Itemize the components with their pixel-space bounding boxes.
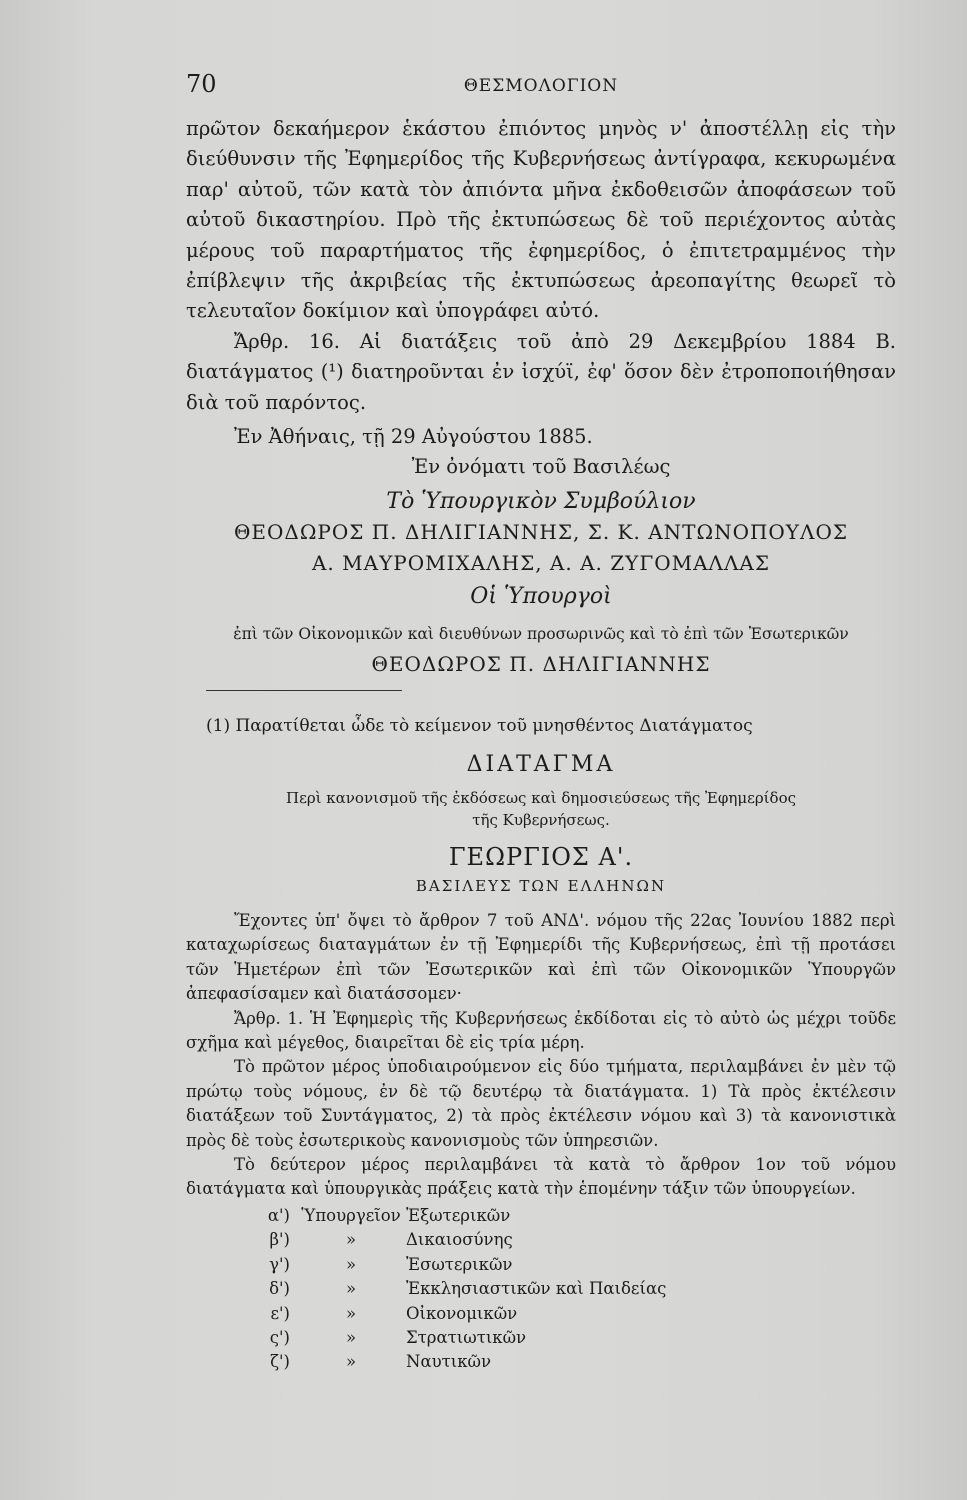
- decree-title: ΔΙΑΤΑΓΜΑ: [466, 752, 616, 777]
- paragraph: πρῶτον δεκαήμερον ἑκάστου ἐπιόντος μηνὸς ν' ἀποστέλλῃ εἰς τὴν διεύθυνσιν τῆς Ἐφημερίδος τῆς Κυβερνήσεως ἀντίγραφα, κεκυρωμένα παρ' αὐτοῦ, τῶν κατὰ τὸν ἀπιόντα μῆνα ἐκδοθεισῶν ἀποφάσεων τοῦ αὐτοῦ δικαστηρίου. Πρὸ τῆς ἐκτυπώσεως δὲ τοῦ περιέχοντος αὐτὰς μέρους τοῦ παραρτήματος τῆς ἐφημερίδος, ὁ ἐπιτετραμμένος τὴν ἐπίβλεψιν τῆς ἀκριβείας τῆς ἐκτυπώσεως ἀρεοπαγίτης θεωρεῖ τὸ τελευταῖον δοκίμιον καὶ ὑπογράφει αὐτό.: [186, 117, 896, 323]
- decree-subject: [186, 787, 896, 831]
- list-item-ditto: »: [345, 1303, 357, 1323]
- list-item-label: Ὑπουργεῖον: [301, 1205, 401, 1225]
- footnote: [186, 712, 896, 1375]
- list-item-number: δ'): [269, 1279, 290, 1299]
- list-item-name: Ναυτικῶν: [406, 1352, 492, 1372]
- king-name-line: Ἐν ὀνόματι τοῦ Βασιλέως: [411, 455, 671, 479]
- list-item-number: β'): [269, 1230, 290, 1250]
- list-item-number: ς'): [269, 1327, 290, 1347]
- main-text: [186, 114, 896, 679]
- list-item: [186, 1204, 896, 1228]
- list-item: [186, 1228, 896, 1252]
- list-item-name: Στρατιωτικῶν: [406, 1327, 527, 1347]
- decree-preamble: Ἔχοντες ὑπ' ὄψει τὸ ἄρθρον 7 τοῦ ΑΝΔ'. νόμου τῆς 22ας Ἰουνίου 1882 περὶ καταχωρίσεως διαταγμάτων ἐν τῇ Ἐφημερίδι τῆς Κυβερνήσεως, ἐπὶ τῇ προτάσει τῶν Ἡμετέρων ἐπὶ τῶν Ἐσωτερικῶν καὶ ἐπὶ τῶν Οἰκονομικῶν Ὑπουργῶν ἀπεφασίσαμεν καὶ διατάσσομεν·: [186, 911, 896, 1004]
- list-item-number: α'): [267, 1205, 290, 1225]
- page-number: 70: [186, 70, 217, 98]
- ministries-list: [186, 1204, 896, 1375]
- decree-paragraph: Τὸ πρῶτον μέρος ὑποδιαιρούμενον εἰς δύο τμήματα, περιλαμβάνει ἐν μὲν τῷ πρώτῳ τοὺς νόμους, ἐν δὲ τῷ δευτέρῳ τὰ διατάγματα. 1) Τὰ πρὸς ἐκτέλεσιν διατάξεων τοῦ Συντάγματος, 2) τὰ πρὸς ἐκτέλεσιν νόμου καὶ 3) τὰ κανονιστικὰ πρὸς δὲ τοὺς ἐσωτερικοὺς κανονισμοὺς τῶν ὑπηρεσιῶν.: [186, 1057, 896, 1150]
- footnote-intro: (1) Παρατίθεται ὧδε τὸ κείμενον τοῦ μνησθέντος Διατάγματος: [206, 716, 753, 736]
- acting-minister-line: ἐπὶ τῶν Οἰκονομικῶν καὶ διευθύνων προσωρινῶς καὶ τὸ ἐπὶ τῶν Ἐσωτερικῶν: [233, 624, 849, 643]
- page-header: [186, 70, 896, 104]
- article-16: Ἄρθρ. 16. Αἱ διατάξεις τοῦ ἀπὸ 29 Δεκεμβρίου 1884 Β. διατάγματος (¹) διατηροῦνται ἐν ἰσχύϊ, ἐφ' ὅσον δὲν ἐτροποποιήθησαν διὰ τοῦ παρόντος.: [186, 329, 896, 414]
- acting-minister-name: ΘΕΟΔΩΡΟΣ Π. ΔΗΛΙΓΙΑΝΝΗΣ: [371, 651, 711, 676]
- decree-paragraph: Τὸ δεύτερον μέρος περιλαμβάνει τὰ κατὰ τὸ ἄρθρον 1ον τοῦ νόμου διατάγματα καὶ ὑπουργικὰς πράξεις κατὰ τὴν ἑπομένην τάξιν τῶν ὑπουργείων.: [186, 1155, 896, 1199]
- date-line: Ἐν Ἀθήναις, τῇ 29 Αὐγούστου 1885.: [234, 425, 593, 449]
- list-item: [186, 1350, 896, 1374]
- list-item-name: Δικαιοσύνης: [406, 1230, 513, 1250]
- list-item-ditto: »: [345, 1327, 357, 1347]
- list-item-name: Ἐξωτερικῶν: [406, 1205, 511, 1225]
- decree-article-1: Ἄρθρ. 1. Ἡ Ἐφημερὶς τῆς Κυβερνήσεως ἐκδίδοται εἰς τὸ αὐτὸ ὡς μέχρι τοῦδε σχῆμα καὶ μέγεθος, διαιρεῖται δὲ εἰς τρία μέρη.: [186, 1008, 896, 1053]
- running-title: ΘΕΣΜΟΛΟΓΙΟΝ: [463, 76, 619, 96]
- decree-subject-line-2: τῆς Κυβερνήσεως.: [472, 811, 610, 829]
- list-item-name: Ἐσωτερικῶν: [406, 1254, 513, 1274]
- ministers-title: Οἱ Ὑπουργοὶ: [470, 584, 612, 610]
- list-item-number: ζ'): [270, 1352, 290, 1372]
- list-item-ditto: »: [345, 1279, 357, 1299]
- list-item: [186, 1326, 896, 1350]
- signatories-line-2: Α. ΜΑΥΡΟΜΙΧΑΛΗΣ, Α. Α. ΖΥΓΟΜΑΛΛΑΣ: [311, 550, 771, 575]
- list-item: [186, 1277, 896, 1301]
- list-item-number: ε'): [270, 1303, 290, 1323]
- list-item-ditto: »: [345, 1254, 357, 1274]
- decree-subject-line-1: Περὶ κανονισμοῦ τῆς ἐκδόσεως καὶ δημοσιεύσεως τῆς Ἐφημερίδος: [285, 789, 797, 807]
- list-item: [186, 1253, 896, 1277]
- council-title: Τὸ Ὑπουργικὸν Συμβούλιον: [386, 488, 696, 514]
- king-title: ΒΑΣΙΛΕΥΣ ΤΩΝ ΕΛΛΗΝΩΝ: [415, 877, 667, 895]
- list-item-number: γ'): [269, 1254, 290, 1274]
- decree-text: [186, 909, 896, 1202]
- list-item-ditto: »: [345, 1352, 357, 1372]
- list-item-name: Ἐκκλησιαστικῶν καὶ Παιδείας: [406, 1279, 667, 1299]
- king-name: ΓΕΩΡΓΙΟΣ Α'.: [448, 843, 634, 871]
- footnote-divider: [206, 690, 402, 691]
- signatories-line-1: ΘΕΟΔΩΡΟΣ Π. ΔΗΛΙΓΙΑΝΝΗΣ, Σ. Κ. ΑΝΤΩΝΟΠΟΥΛΟΣ: [234, 520, 848, 545]
- list-item-ditto: »: [345, 1230, 357, 1250]
- list-item: [186, 1302, 896, 1326]
- list-item-name: Οἰκονομικῶν: [406, 1303, 518, 1323]
